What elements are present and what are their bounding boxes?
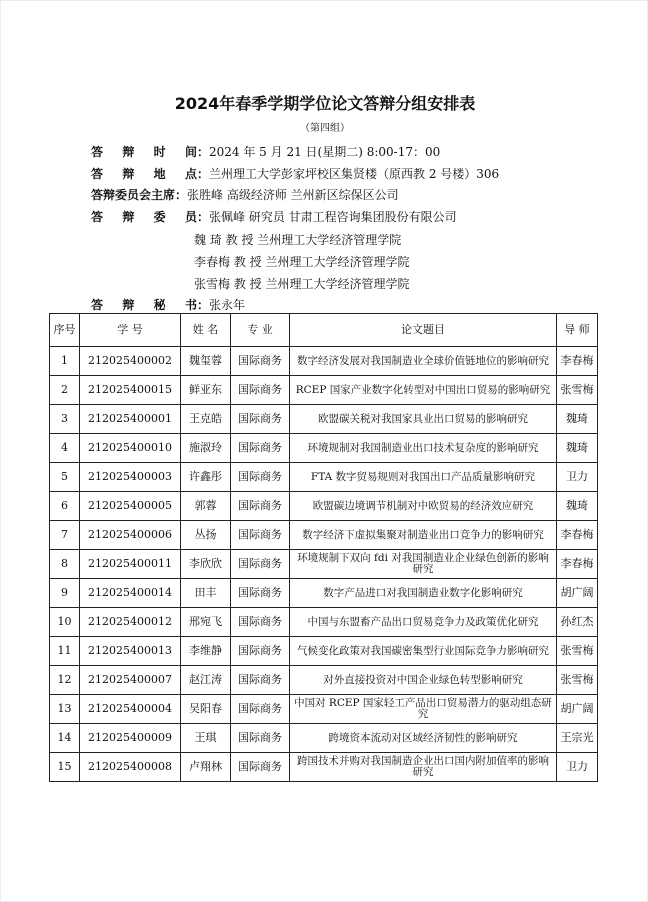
cell-student-id: 212025400012: [80, 608, 181, 637]
cell-topic: 欧盟碳关税对我国家具业出口贸易的影响研究: [290, 405, 557, 434]
committee-members-line: 答辩委员：张佩峰 研究员 甘肃工程咨询集团股份有限公司: [91, 210, 457, 224]
secretary-label: 答辩秘书: [91, 298, 197, 312]
cell-serial: 6: [50, 492, 80, 521]
cell-name: 许鑫彤: [181, 463, 231, 492]
cell-topic: 数字经济发展对我国制造业全球价值链地位的影响研究: [290, 347, 557, 376]
cell-major: 国际商务: [231, 753, 290, 782]
defense-location-label: 答辩地点: [91, 167, 197, 181]
cell-advisor: 魏琦: [557, 434, 598, 463]
cell-topic: 环境规制下双向 fdi 对我国制造业企业绿色创新的影响研究: [290, 550, 557, 579]
cell-student-id: 212025400003: [80, 463, 181, 492]
cell-advisor: 王宗光: [557, 724, 598, 753]
cell-name: 施淑玲: [181, 434, 231, 463]
cell-major: 国际商务: [231, 695, 290, 724]
cell-advisor: 李春梅: [557, 521, 598, 550]
cell-name: 丛扬: [181, 521, 231, 550]
cell-serial: 1: [50, 347, 80, 376]
table-row: [50, 434, 598, 463]
cell-topic: 中国与东盟畜产品出口贸易竞争力及政策优化研究: [290, 608, 557, 637]
cell-serial: 2: [50, 376, 80, 405]
committee-members-label: 答辩委员: [91, 210, 197, 224]
cell-major: 国际商务: [231, 347, 290, 376]
header-major: 专 业: [231, 314, 290, 347]
cell-major: 国际商务: [231, 608, 290, 637]
cell-major: 国际商务: [231, 550, 290, 579]
cell-major: 国际商务: [231, 492, 290, 521]
cell-name: 李维静: [181, 637, 231, 666]
cell-name: 吴阳春: [181, 695, 231, 724]
cell-major: 国际商务: [231, 405, 290, 434]
table-row: [50, 666, 598, 695]
cell-student-id: 212025400009: [80, 724, 181, 753]
table-row: [50, 550, 598, 579]
group-subtitle: （第四组）: [300, 123, 350, 134]
cell-student-id: 212025400005: [80, 492, 181, 521]
defense-time-label: 答辩时间: [91, 145, 197, 159]
cell-name: 赵江涛: [181, 666, 231, 695]
cell-name: 李欣欣: [181, 550, 231, 579]
cell-student-id: 212025400006: [80, 521, 181, 550]
header-serial: 序号: [50, 314, 80, 347]
committee-chair-line: 答辩委员会主席：张胜峰 高级经济师 兰州新区综保区公司: [91, 188, 399, 202]
cell-student-id: 212025400014: [80, 579, 181, 608]
document-title: 2024年春季学期学位论文答辩分组安排表: [174, 94, 476, 113]
cell-topic: 中国对 RCEP 国家轻工产品出口贸易潜力的驱动组态研究: [290, 695, 557, 724]
cell-advisor: 胡广阔: [557, 695, 598, 724]
table-row: [50, 753, 598, 782]
cell-student-id: 212025400001: [80, 405, 181, 434]
cell-student-id: 212025400011: [80, 550, 181, 579]
cell-serial: 11: [50, 637, 80, 666]
cell-serial: 4: [50, 434, 80, 463]
cell-student-id: 212025400002: [80, 347, 181, 376]
cell-student-id: 212025400010: [80, 434, 181, 463]
cell-serial: 9: [50, 579, 80, 608]
cell-serial: 12: [50, 666, 80, 695]
cell-student-id: 212025400013: [80, 637, 181, 666]
cell-major: 国际商务: [231, 637, 290, 666]
cell-topic: 数字产品进口对我国制造业数字化影响研究: [290, 579, 557, 608]
secretary-line: 答辩秘书：张永年: [91, 298, 246, 312]
cell-student-id: 212025400007: [80, 666, 181, 695]
defense-location-line: 答辩地点：兰州理工大学彭家坪校区集贤楼（原西教 2 号楼）306: [91, 167, 500, 181]
cell-advisor: 张雪梅: [557, 376, 598, 405]
defense-time-value: 2024 年 5 月 21 日(星期二) 8:00-17：00: [209, 145, 441, 159]
cell-advisor: 张雪梅: [557, 666, 598, 695]
committee-member: 魏 琦 教 授 兰州理工大学经济管理学院: [194, 233, 402, 247]
table-row: [50, 724, 598, 753]
cell-advisor: 孙红杰: [557, 608, 598, 637]
cell-name: 王琪: [181, 724, 231, 753]
cell-serial: 8: [50, 550, 80, 579]
committee-member: 李春梅 教 授 兰州理工大学经济管理学院: [194, 255, 410, 269]
cell-major: 国际商务: [231, 463, 290, 492]
cell-student-id: 212025400004: [80, 695, 181, 724]
table-row: [50, 695, 598, 724]
cell-topic: 欧盟碳边境调节机制对中欧贸易的经济效应研究: [290, 492, 557, 521]
cell-advisor: 卫力: [557, 463, 598, 492]
cell-name: 郭蓉: [181, 492, 231, 521]
cell-serial: 10: [50, 608, 80, 637]
committee-member: 张雪梅 教 授 兰州理工大学经济管理学院: [194, 277, 410, 291]
cell-major: 国际商务: [231, 666, 290, 695]
committee-chair-value: 张胜峰 高级经济师 兰州新区综保区公司: [187, 188, 399, 202]
table-row: [50, 405, 598, 434]
defense-schedule-table: [49, 313, 598, 782]
cell-name: 王克皓: [181, 405, 231, 434]
table-body: [50, 347, 598, 782]
cell-advisor: 魏琦: [557, 492, 598, 521]
table-row: [50, 608, 598, 637]
cell-topic: 跨境资本流动对区域经济韧性的影响研究: [290, 724, 557, 753]
cell-name: 鲜亚东: [181, 376, 231, 405]
cell-major: 国际商务: [231, 434, 290, 463]
cell-serial: 3: [50, 405, 80, 434]
defense-location-value: 兰州理工大学彭家坪校区集贤楼（原西教 2 号楼）306: [209, 167, 500, 181]
cell-name: 田丰: [181, 579, 231, 608]
committee-chair-label: 答辩委员会主席: [91, 188, 176, 202]
cell-topic: 环境规制对我国制造业出口技术复杂度的影响研究: [290, 434, 557, 463]
table-header-row: [50, 314, 598, 347]
cell-serial: 13: [50, 695, 80, 724]
cell-advisor: 李春梅: [557, 347, 598, 376]
header-advisor: 导 师: [557, 314, 598, 347]
cell-topic: RCEP 国家产业数字化转型对中国出口贸易的影响研究: [290, 376, 557, 405]
cell-advisor: 魏琦: [557, 405, 598, 434]
cell-advisor: 张雪梅: [557, 637, 598, 666]
header-topic: 论文题目: [290, 314, 557, 347]
cell-major: 国际商务: [231, 521, 290, 550]
table-row: [50, 463, 598, 492]
table-row: [50, 521, 598, 550]
secretary-value: 张永年: [209, 298, 246, 312]
table-row: [50, 579, 598, 608]
cell-topic: FTA 数字贸易规则对我国出口产品质量影响研究: [290, 463, 557, 492]
cell-advisor: 卫力: [557, 753, 598, 782]
table-row: [50, 637, 598, 666]
cell-major: 国际商务: [231, 579, 290, 608]
cell-topic: 数字经济下虚拟集聚对制造业出口竞争力的影响研究: [290, 521, 557, 550]
table-row: [50, 376, 598, 405]
cell-advisor: 李春梅: [557, 550, 598, 579]
cell-name: 魏玺蓉: [181, 347, 231, 376]
cell-topic: 气候变化政策对我国碳密集型行业国际竞争力影响研究: [290, 637, 557, 666]
header-student-id: 学 号: [80, 314, 181, 347]
committee-member: 张佩峰 研究员 甘肃工程咨询集团股份有限公司: [209, 210, 457, 224]
cell-topic: 跨国技术并购对我国制造企业出口国内附加值率的影响研究: [290, 753, 557, 782]
cell-major: 国际商务: [231, 376, 290, 405]
cell-student-id: 212025400008: [80, 753, 181, 782]
header-name: 姓 名: [181, 314, 231, 347]
cell-serial: 5: [50, 463, 80, 492]
defense-time-line: 答辩时间：2024 年 5 月 21 日(星期二) 8:00-17：00: [91, 145, 441, 159]
cell-name: 卢翔林: [181, 753, 231, 782]
cell-name: 邢宛飞: [181, 608, 231, 637]
cell-serial: 7: [50, 521, 80, 550]
cell-serial: 14: [50, 724, 80, 753]
cell-topic: 对外直接投资对中国企业绿色转型影响研究: [290, 666, 557, 695]
cell-major: 国际商务: [231, 724, 290, 753]
table-row: [50, 347, 598, 376]
cell-student-id: 212025400015: [80, 376, 181, 405]
table-row: [50, 492, 598, 521]
cell-advisor: 胡广阔: [557, 579, 598, 608]
cell-serial: 15: [50, 753, 80, 782]
